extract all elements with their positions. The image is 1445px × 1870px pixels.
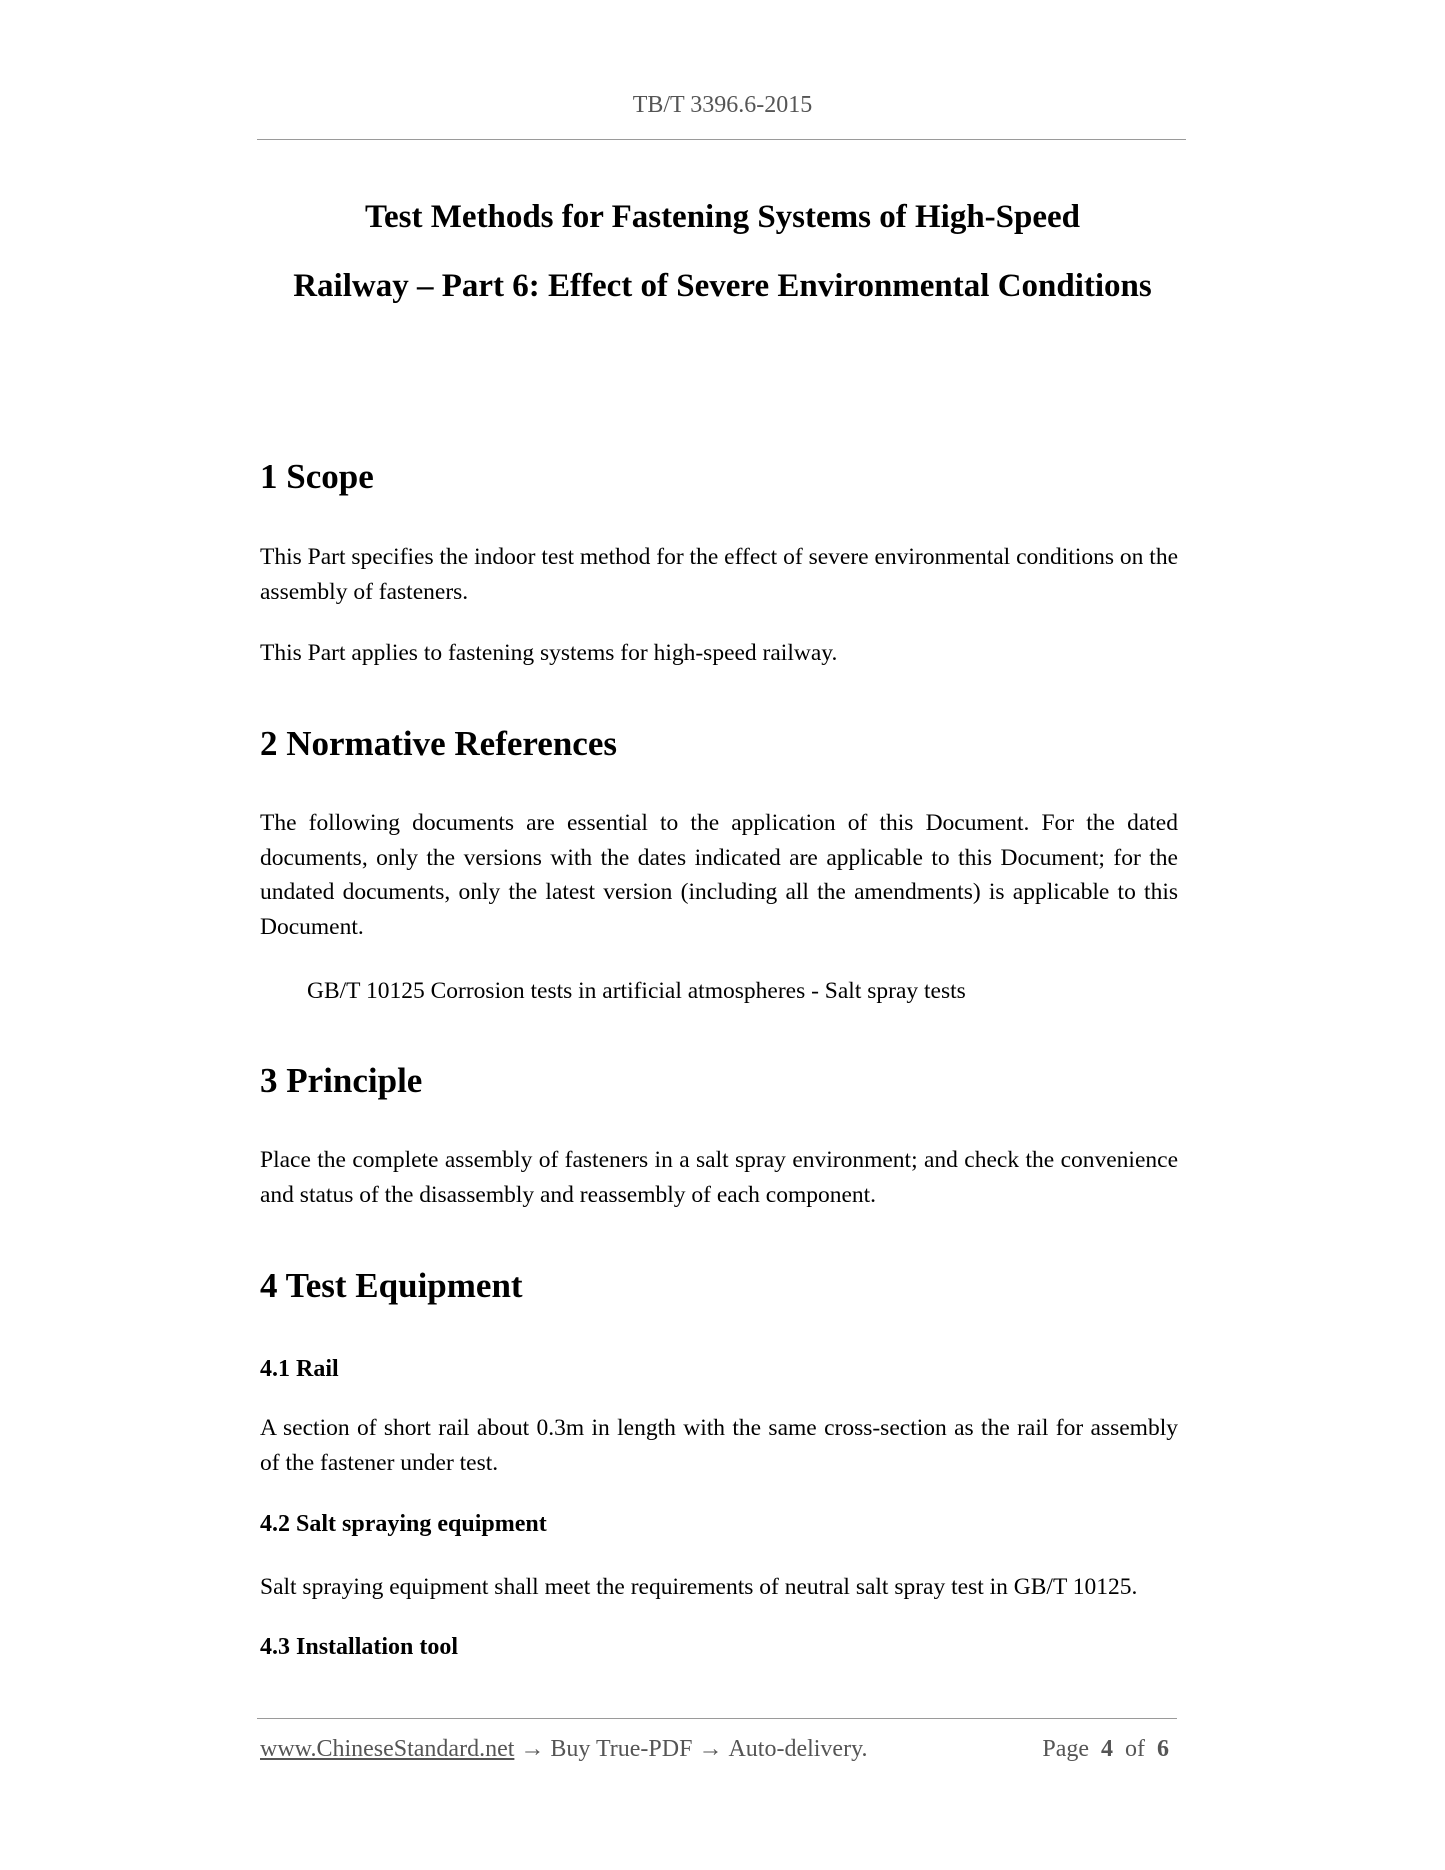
header-divider xyxy=(257,139,1186,140)
section-heading-normative-references: 2 Normative References xyxy=(260,724,617,763)
arrow-right-icon: → xyxy=(520,1736,545,1762)
reference-item-gbt-10125: GB/T 10125 Corrosion tests in artificial atmospheres - Salt spray tests xyxy=(307,978,966,1004)
arrow-right-icon: → xyxy=(698,1736,723,1762)
scope-paragraph-1: This Part specifies the indoor test method for the effect of severe environmental conditions on the assembly of fasteners. xyxy=(260,544,1178,605)
section-heading-scope: 1 Scope xyxy=(260,457,374,496)
document-title-line-1: Test Methods for Fastening Systems of High-Speed xyxy=(364,199,1081,235)
page-total-number: 6 xyxy=(1157,1736,1169,1762)
rail-paragraph: A section of short rail about 0.3m in length with the same cross-section as the rail for assembly of the fastener under test. xyxy=(260,1415,1178,1476)
header-doc-code: TB/T 3396.6-2015 xyxy=(632,92,813,118)
page-current-number: 4 xyxy=(1101,1736,1113,1762)
principle-paragraph: Place the complete assembly of fasteners in a salt spray environment; and check the convenience and status of the disassembly and reassembly of each component. xyxy=(260,1147,1178,1208)
subsection-heading-installation-tool: 4.3 Installation tool xyxy=(260,1634,459,1660)
of-word: of xyxy=(1125,1736,1145,1762)
page-indicator xyxy=(1042,1736,1169,1763)
subsection-heading-salt-spraying: 4.2 Salt spraying equipment xyxy=(260,1511,547,1537)
subsection-heading-rail: 4.1 Rail xyxy=(260,1356,339,1382)
references-paragraph: The following documents are essential to the application of this Document. For the dated documents, only the versions with the dates indicated are applicable to this Document; for the undated documents, only the latest version (including all the amendments) is applicable to this Document. xyxy=(260,810,1178,940)
scope-paragraph-2: This Part applies to fastening systems for high-speed railway. xyxy=(260,640,838,666)
document-title-line-2: Railway – Part 6: Effect of Severe Environmental Conditions xyxy=(293,268,1152,304)
section-heading-principle: 3 Principle xyxy=(260,1061,423,1100)
salt-spraying-paragraph: Salt spraying equipment shall meet the requirements of neutral salt spray test in GB/T 10125. xyxy=(260,1574,1138,1600)
page-word: Page xyxy=(1042,1736,1089,1762)
section-heading-test-equipment: 4 Test Equipment xyxy=(260,1266,523,1305)
footer-promo xyxy=(260,1736,868,1763)
footer-site-link[interactable]: www.ChineseStandard.net xyxy=(260,1736,515,1762)
footer-buy-text: Buy True-PDF xyxy=(550,1736,693,1762)
footer-delivery-text: Auto-delivery. xyxy=(728,1736,868,1762)
footer-divider xyxy=(257,1718,1177,1719)
